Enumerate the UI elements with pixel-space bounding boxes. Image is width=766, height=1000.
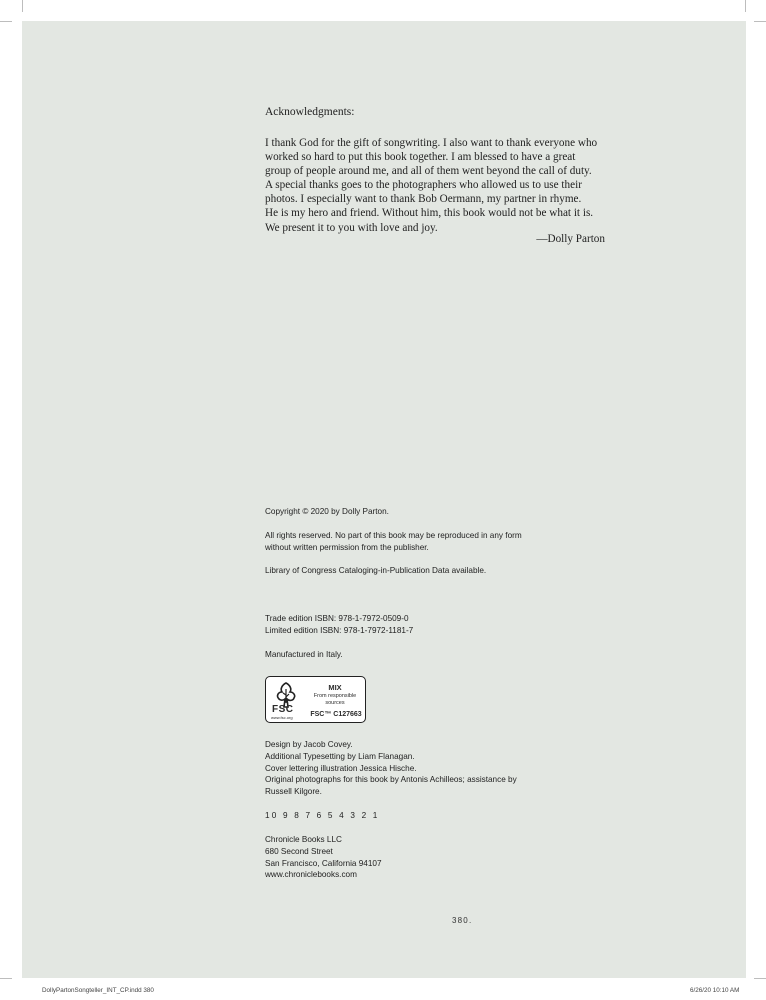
credit-line: Additional Typesetting by Liam Flanagan.: [265, 751, 415, 761]
fsc-word: FSC: [272, 704, 294, 715]
crop-mark-top-right: [754, 21, 766, 22]
acknowledgments-title: Acknowledgments:: [265, 106, 355, 118]
acknowledgments-line: He is my hero and friend. Without him, this book would not be what it is.: [265, 207, 594, 220]
acknowledgments-line: I thank God for the gift of songwriting. I also want to thank everyone who: [265, 137, 598, 149]
signature: —Dolly Parton: [536, 233, 605, 245]
credit-line: Cover lettering illustration Jessica Hische.: [265, 763, 417, 773]
acknowledgments-line: group of people around me, and all of them went beyond the call of duty.: [265, 165, 592, 178]
fsc-logo: [265, 676, 366, 723]
crop-mark-top-left-vertical: [22, 0, 23, 12]
acknowledgments-text: [265, 136, 606, 235]
fsc-url: www.fsc.org: [271, 715, 293, 720]
fsc-code: FSC™ C127663: [310, 711, 362, 718]
acknowledgments-line: worked so hard to put this book together. I am blessed to have a great: [265, 151, 576, 164]
credit-line: Design by Jacob Covey.: [265, 740, 353, 749]
page-number: 380.: [452, 916, 473, 925]
slug-filename: DollyPartonSongteller_INT_CP.indd 380: [42, 987, 154, 994]
cip-line: Library of Congress Cataloging-in-Publication Data available.: [265, 566, 487, 575]
manufactured-line: Manufactured in Italy.: [265, 650, 343, 659]
isbn-block: [265, 613, 565, 637]
book-page: [22, 21, 746, 978]
credit-line: Original photographs for this book by Antonis Achilleos; assistance by: [265, 775, 517, 785]
isbn-limited: Limited edition ISBN: 978-1-7972-1181-7: [265, 625, 414, 635]
slug-date: 6/26/20 10:10 AM: [690, 987, 740, 994]
rights-line: All rights reserved. No part of this book may be reproduced in any form: [265, 531, 522, 540]
cip-statement: [265, 565, 565, 577]
acknowledgments-line: We present it to you with love and joy.: [265, 221, 438, 234]
crop-mark-top-right-vertical: [745, 0, 746, 12]
publisher-website: www.chroniclebooks.com: [265, 870, 357, 880]
rights-line: without written permission from the publisher.: [265, 542, 429, 552]
printing-line: [265, 810, 565, 822]
rights-statement: [265, 530, 565, 554]
acknowledgments-line: A special thanks goes to the photographers who allowed us to use their: [265, 179, 582, 192]
crop-mark-bottom-left: [0, 978, 12, 979]
publisher-city: San Francisco, California 94107: [265, 858, 382, 868]
manufactured-statement: [265, 649, 565, 661]
publisher-block: [265, 834, 565, 881]
fsc-description: From responsible sources: [313, 693, 357, 706]
credit-line: Russell Kilgore.: [265, 787, 322, 797]
acknowledgments-line: photos. I especially want to thank Bob Oermann, my partner in rhyme.: [265, 193, 582, 206]
publisher-street: 680 Second Street: [265, 846, 333, 856]
credits-block: [265, 739, 565, 798]
publisher-name: Chronicle Books LLC: [265, 835, 342, 844]
isbn-trade: Trade edition ISBN: 978-1-7972-0509-0: [265, 614, 409, 623]
crop-mark-top-left: [0, 21, 12, 22]
fsc-mix-label: MIX: [328, 683, 342, 692]
copyright-notice: [265, 506, 565, 518]
crop-mark-bottom-right: [754, 978, 766, 979]
printing-numbers: 10 9 8 7 6 5 4 3 2 1: [265, 811, 380, 820]
copyright-line: Copyright © 2020 by Dolly Parton.: [265, 507, 389, 516]
